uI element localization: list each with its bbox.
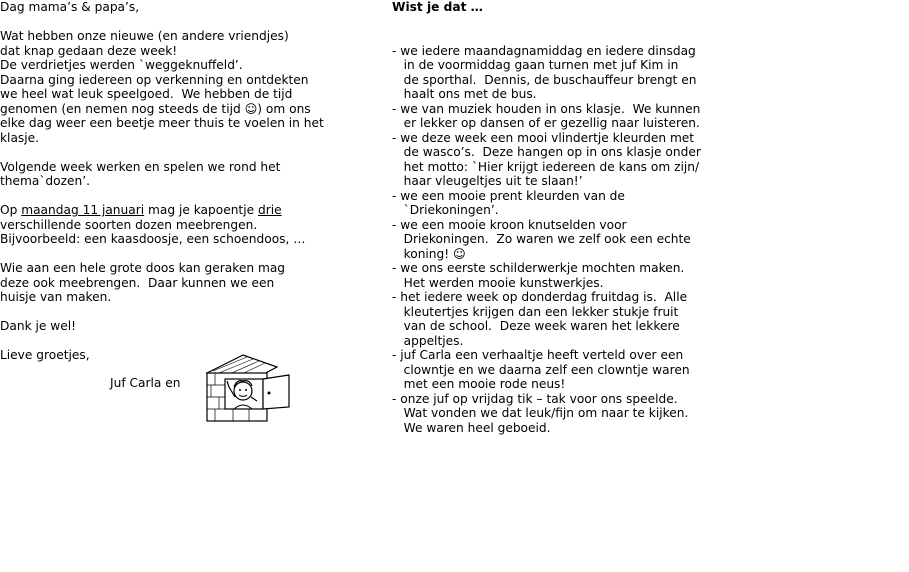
did-you-know-line: - onze juf op vrijdag tik – tak voor ons speelde.: [392, 391, 678, 406]
paragraph-3-first-line: [0, 203, 282, 218]
did-you-know-line: - we ons eerste schilderwerkje mochten maken.: [392, 261, 685, 275]
did-you-know-line: Het werden mooie kunstwerkjes.: [392, 275, 604, 290]
did-you-know-line: - we deze week een mooi vlindertje kleurden met: [392, 130, 695, 145]
did-you-know-line: kleutertjes krijgen dan een lekker stukje fruit: [392, 304, 679, 319]
house-child-drawing: [203, 351, 295, 423]
paragraph-3-line: verschillende soorten dozen meebrengen.: [0, 217, 258, 232]
did-you-know-line: - we iedere maandagnamiddag en iedere dinsdag: [392, 43, 696, 58]
paragraph-4-line: deze ook meebrengen. Daar kunnen we een: [0, 275, 275, 290]
p3-mid: mag je kapoentje: [144, 203, 258, 217]
paragraph-1-line: klasje.: [0, 130, 40, 145]
right-heading: Wist je dat …: [392, 0, 483, 14]
did-you-know-line: - het iedere week op donderdag fruitdag is. Alle: [392, 290, 688, 304]
paragraph-1-line: Wat hebben onze nieuwe (en andere vriendjes): [0, 29, 289, 43]
thanks-line: Dank je wel!: [0, 319, 77, 333]
did-you-know-line: in de voormiddag gaan turnen met juf Kim in: [392, 58, 679, 72]
did-you-know-line: - we een mooie prent kleurden van de: [392, 188, 625, 203]
did-you-know-line: appeltjes.: [392, 333, 464, 348]
paragraph-1-line: Daarna ging iedereen op verkenning en ontdekten: [0, 72, 309, 87]
paragraph-1-line: elke dag weer een beetje meer thuis te voelen in het: [0, 116, 324, 130]
paragraph-1-line: we heel wat leuk speelgoed. We hebben de tijd: [0, 87, 293, 101]
did-you-know-line: de wasco’s. Deze hangen op in ons klasje onder: [392, 145, 701, 159]
signature: Juf Carla en: [110, 376, 181, 390]
did-you-know-line: met een mooie rode neus!: [392, 377, 566, 391]
did-you-know-line: We waren heel geboeid.: [392, 420, 551, 435]
did-you-know-line: Wat vonden we dat leuk/fijn om naar te kijken.: [392, 406, 689, 420]
closing-line: Lieve groetjes,: [0, 348, 90, 362]
p3-count: drie: [257, 203, 282, 217]
did-you-know-line: haar vleugeltjes uit te slaan!’: [392, 174, 583, 188]
did-you-know-line: clowntje en we daarna zelf een clowntje waren: [392, 362, 690, 377]
did-you-know-line: de sporthal. Dennis, de buschauffeur brengt en: [392, 72, 697, 87]
p3-date: maandag 11 januari: [21, 203, 145, 217]
did-you-know-line: er lekker op dansen of er gezellig naar luisteren.: [392, 116, 700, 130]
paragraph-1-line: genomen (en nemen nog steeds de tijd ☺) om ons: [0, 101, 311, 116]
did-you-know-line: van de school. Deze week waren het lekkere: [392, 319, 680, 333]
did-you-know-line: koning! ☺: [392, 246, 466, 261]
paragraph-4-line: huisje van maken.: [0, 290, 112, 304]
did-you-know-line: Driekoningen. Zo waren we zelf ook een echte: [392, 232, 691, 246]
paragraph-1-line: dat knap gedaan deze week!: [0, 43, 178, 58]
did-you-know-line: haalt ons met de bus.: [392, 87, 537, 101]
did-you-know-line: `Driekoningen’.: [392, 203, 499, 217]
paragraph-1-line: De verdrietjes werden `weggeknuffeld’.: [0, 58, 243, 72]
paragraph-4-line: Wie aan een hele grote doos kan geraken mag: [0, 261, 286, 275]
did-you-know-line: - juf Carla een verhaaltje heeft verteld over een: [392, 348, 684, 362]
did-you-know-line: het motto: `Hier krijgt iedereen de kans om zijn/: [392, 159, 700, 174]
did-you-know-line: - we van muziek houden in ons klasje. We kunnen: [392, 101, 701, 116]
did-you-know-line: - we een mooie kroon knutselden voor: [392, 217, 627, 232]
p3-prefix: Op: [0, 203, 22, 217]
paragraph-2-line: Volgende week werken en spelen we rond het: [0, 159, 281, 174]
paragraph-2-line: thema`dozen’.: [0, 174, 90, 188]
greeting: Dag mama’s & papa’s,: [0, 0, 140, 14]
paragraph-3-line: Bijvoorbeeld: een kaasdoosje, een schoendoos, …: [0, 232, 306, 246]
